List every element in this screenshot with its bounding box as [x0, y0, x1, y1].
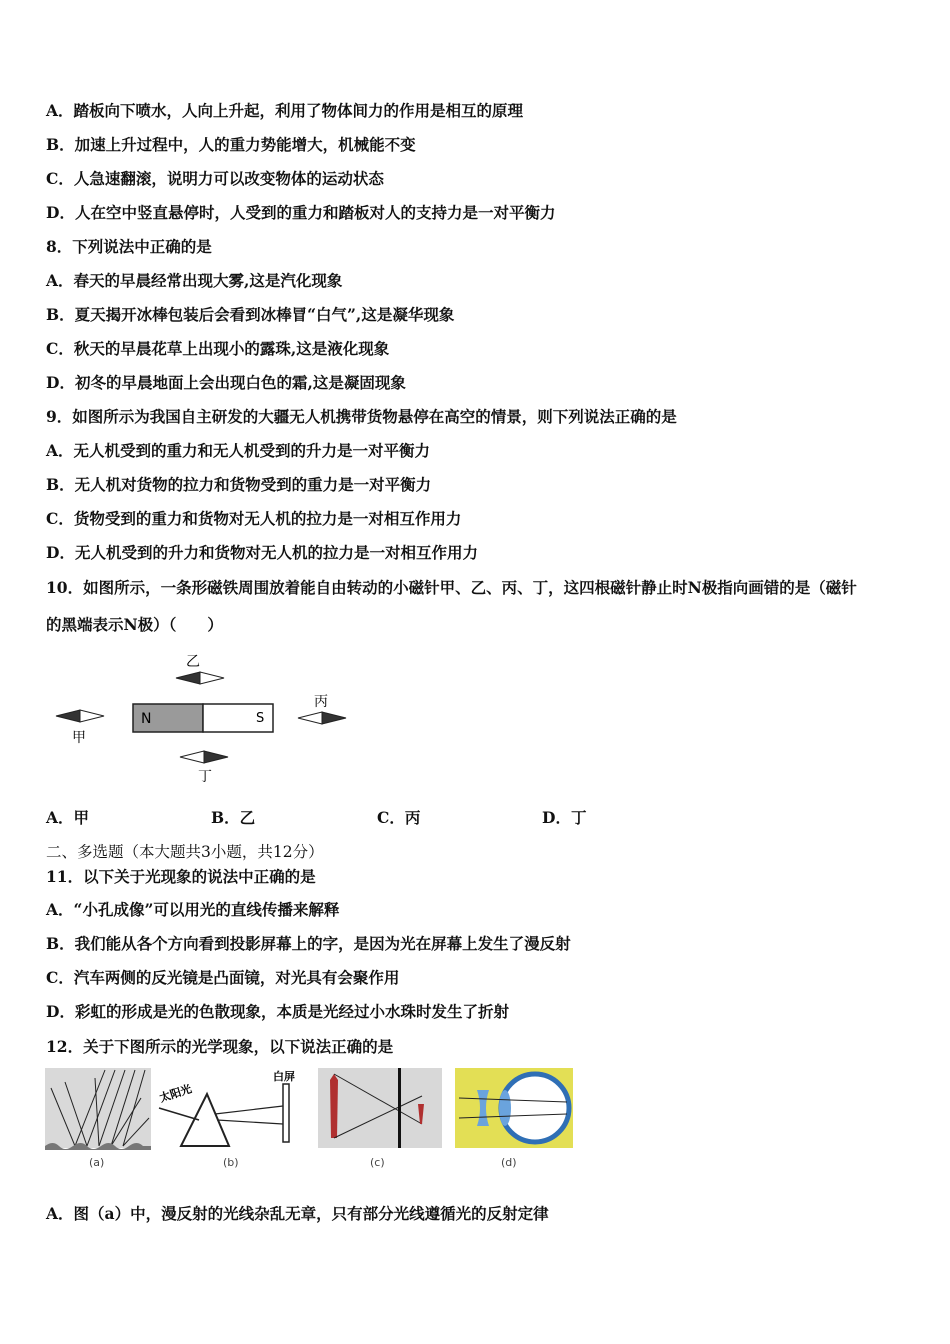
q11-option-b: B．我们能从各个方向看到投影屏幕上的字，是因为光在屏幕上发生了漫反射: [46, 934, 571, 953]
q10-stem-line1: 10．如图所示，一条形磁铁周围放着能自由转动的小磁针甲、乙、丙、丁，这四根磁针静止时N极指向画错的是（磁针: [46, 578, 857, 597]
caption-d: (d): [501, 1156, 517, 1169]
needle-bing: [298, 712, 346, 724]
q7-option-b: B．加速上升过程中，人的重力势能增大，机械能不变: [46, 135, 416, 154]
q9-option-d: D．无人机受到的升力和货物对无人机的拉力是一对相互作用力: [46, 543, 478, 562]
q9-option-b: B．无人机对货物的拉力和货物受到的重力是一对平衡力: [46, 475, 432, 494]
q11-option-c: C．汽车两侧的反光镜是凸面镜，对光具有会聚作用: [46, 968, 400, 987]
q11-stem: 11．以下关于光现象的说法中正确的是: [46, 867, 316, 886]
caption-b: (b): [223, 1156, 239, 1169]
q10-option-d: D．丁: [542, 808, 587, 827]
optics-figure-b: [155, 1068, 305, 1174]
q9-option-c: C．货物受到的重力和货物对无人机的拉力是一对相互作用力: [46, 509, 462, 528]
section-heading: 二、多选题（本大题共3小题，共12分）: [46, 843, 324, 861]
q7-option-a: A．踏板向下喷水，人向上升起，利用了物体间力的作用是相互的原理: [46, 101, 524, 120]
q8-option-a: A．春天的早晨经常出现大雾,这是汽化现象: [46, 271, 343, 290]
q9-option-a: A．无人机受到的重力和无人机受到的升力是一对平衡力: [46, 441, 431, 460]
q7-option-d: D．人在空中竖直悬停时，人受到的重力和踏板对人的支持力是一对平衡力: [46, 203, 556, 222]
q7-option-c: C．人急速翻滚，说明力可以改变物体的运动状态: [46, 169, 384, 188]
caption-c: (c): [370, 1156, 385, 1169]
q8-stem: 8．下列说法中正确的是: [46, 237, 212, 256]
label-jia: 甲: [72, 730, 86, 746]
label-bing: 丙: [314, 694, 328, 710]
magnet-figure: [40, 650, 370, 785]
optics-figure-d: [455, 1068, 575, 1174]
label-ding: 丁: [198, 769, 212, 785]
q12-option-a: A．图（a）中，漫反射的光线杂乱无章，只有部分光线遵循光的反射定律: [46, 1204, 549, 1223]
q10-option-a: A．甲: [46, 808, 90, 827]
magnet-n-label: N: [141, 711, 152, 727]
q8-option-d: D．初冬的早晨地面上会出现白色的霜,这是凝固现象: [46, 373, 406, 392]
q11-option-a: A．“小孔成像”可以用光的直线传播来解释: [46, 900, 340, 919]
q10-stem-line2: 的黑端表示N极）（ ）: [46, 615, 223, 634]
q8-option-c: C．秋天的早晨花草上出现小的露珠,这是液化现象: [46, 339, 390, 358]
screen-label: 白屏: [273, 1070, 295, 1083]
q9-stem: 9．如图所示为我国自主研发的大疆无人机携带货物悬停在高空的情景，则下列说法正确的是: [46, 407, 677, 426]
q8-option-b: B．夏天揭开冰棒包装后会看到冰棒冒“白气”,这是凝华现象: [46, 305, 455, 324]
caption-a: (a): [89, 1156, 105, 1169]
needle-yi: [176, 672, 224, 684]
q11-option-d: D．彩虹的形成是光的色散现象，本质是光经过小水珠时发生了折射: [46, 1002, 509, 1021]
magnet-s-label: S: [256, 711, 265, 726]
q12-stem: 12．关于下图所示的光学现象，以下说法正确的是: [46, 1037, 394, 1056]
optics-figure-c: [318, 1068, 442, 1174]
needle-jia: [56, 710, 104, 722]
optics-figure-a: [45, 1068, 151, 1174]
label-yi: 乙: [186, 654, 200, 670]
sun-label: 太阳光: [157, 1082, 194, 1105]
q10-option-b: B．乙: [211, 808, 256, 827]
q10-option-c: C．丙: [377, 808, 421, 827]
needle-ding: [180, 751, 228, 763]
